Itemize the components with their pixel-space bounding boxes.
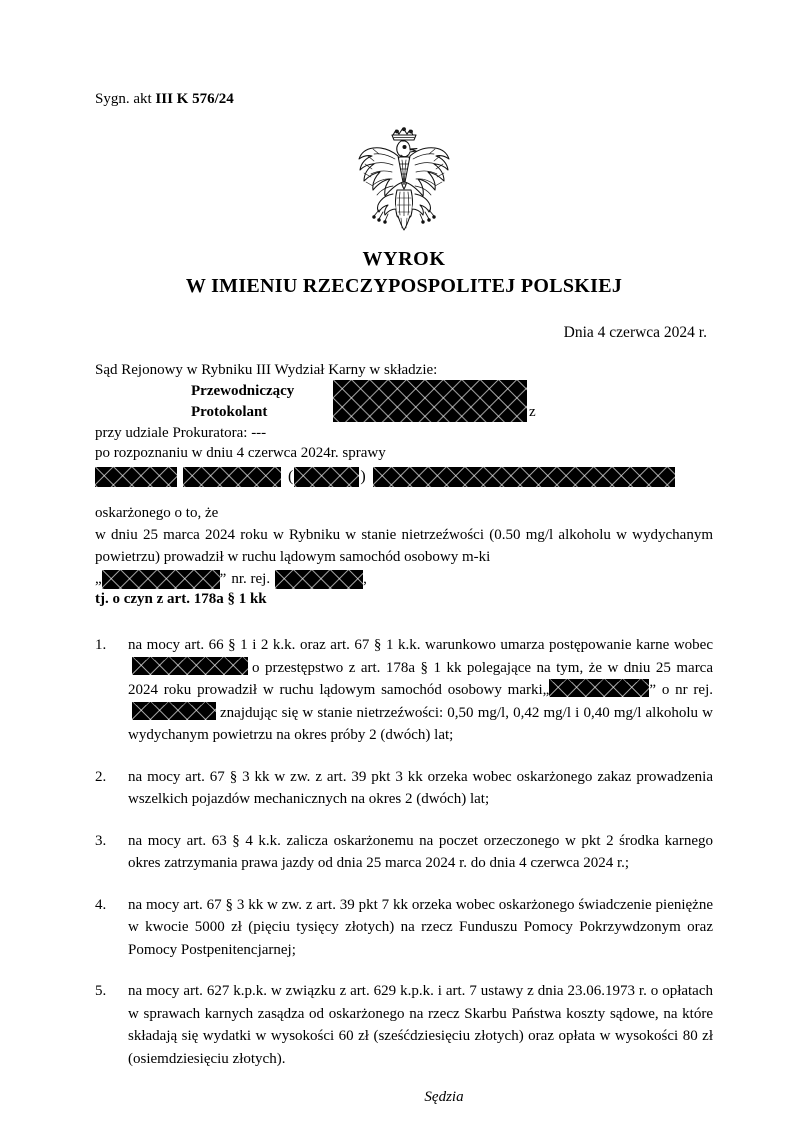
redacted-surname bbox=[95, 467, 177, 487]
case-number-value: III K 576/24 bbox=[155, 91, 234, 107]
accusation-body: w dniu 25 marca 2024 roku w Rybniku w stanie nietrzeźwości (0.50 mg/l alkoholu w wydychanym powietrzu) prowadził w ruchu lądowym samochód osobowy m-ki bbox=[95, 526, 713, 566]
paren-open: ( bbox=[288, 467, 294, 485]
quote-close: ” bbox=[219, 570, 227, 587]
emblem-container bbox=[95, 126, 713, 238]
court-composition-block bbox=[95, 360, 713, 487]
point-text-part2: o przestępstwo z art. 178a § 1 kk polegające na tym, że w dniu 25 marca 2024 roku prowadził w ruchu lądowym samochód osobowy marki bbox=[128, 659, 713, 699]
page-title: WYROK bbox=[362, 247, 446, 270]
document-date: Dnia 4 czerwca 2024 r. bbox=[563, 323, 707, 341]
ruling-point bbox=[95, 980, 713, 1070]
court-roles bbox=[95, 381, 713, 423]
case-number-line bbox=[95, 90, 713, 110]
accusation-intro: oskarżonego o to, że bbox=[95, 504, 219, 521]
hearing-date-line: po rozpoznaniu w dniu 4 czerwca 2024r. sprawy bbox=[95, 445, 386, 462]
redacted-registration bbox=[275, 570, 363, 589]
judge-signature-label: Sędzia bbox=[424, 1089, 464, 1106]
accusation-vehicle-line bbox=[95, 570, 713, 590]
quote-open: „ bbox=[542, 682, 550, 699]
polish-eagle-emblem bbox=[341, 126, 467, 238]
page-subtitle: W IMIENIU RZECZYPOSPOLITEJ POLSKIEJ bbox=[185, 274, 623, 297]
redacted-party-details bbox=[373, 467, 675, 487]
point-text-part1: na mocy art. 66 § 1 i 2 k.k. oraz art. 67 § 1 k.k. warunkowo umarza postępowanie karne wobec bbox=[128, 637, 713, 654]
point-number: 4. bbox=[95, 896, 107, 913]
prosecutor-line: przy udziale Prokuratora: --- bbox=[95, 424, 267, 441]
quote-close: ” bbox=[649, 682, 657, 699]
role-presiding-label: Przewodniczący bbox=[191, 382, 295, 399]
point-number: 1. bbox=[95, 637, 107, 654]
redacted-firstname bbox=[183, 467, 281, 487]
point-number: 3. bbox=[95, 832, 107, 849]
ruling-point bbox=[95, 634, 713, 747]
point-text: na mocy art. 67 § 3 kk w zw. z art. 39 pkt 7 kk orzeka wobec oskarżonego świadczenie pieniężne w kwocie 5000 zł (pięciu tysięcy złotych) na rzecz Funduszu Pomocy Pokrzywdzonym oraz Pomocy Postpenitencjarnej; bbox=[128, 896, 713, 958]
redacted-accused-name bbox=[132, 657, 248, 675]
trailing-comma: , bbox=[363, 570, 367, 587]
redacted-registration bbox=[132, 702, 216, 720]
point-text: na mocy art. 627 k.p.k. w związku z art. 629 k.p.k. i art. 7 ustawy z dnia 23.06.1973 r. o opłatach w sprawach karnych zasądza od oskarżonego na rzecz Skarbu Państwa koszty sądowe, na które składają się wydatki w wysokości 60 zł (sześćdziesięciu złotych) oraz opłata w wysokości 80 zł (osiemdziesięciu złotych). bbox=[128, 983, 713, 1067]
redacted-patronymic bbox=[294, 467, 359, 487]
point-number: 5. bbox=[95, 983, 107, 1000]
ruling-point bbox=[95, 894, 713, 962]
role-trailing-text: z bbox=[529, 403, 536, 420]
ruling-point bbox=[95, 766, 713, 811]
point-text: na mocy art. 67 § 3 kk w zw. z art. 39 pkt 3 kk orzeka wobec oskarżonego zakaz prowadzenia wszelkich pojazdów mechanicznych na okres 2 (dwóch) lat; bbox=[128, 768, 713, 808]
court-name-line: Sąd Rejonowy w Rybniku III Wydział Karny w składzie: bbox=[95, 361, 438, 378]
redacted-vehicle-make bbox=[549, 679, 649, 697]
quote-open: „ bbox=[95, 570, 102, 587]
redacted-vehicle-make bbox=[102, 570, 220, 589]
case-number-label: Sygn. akt bbox=[95, 91, 152, 107]
redacted-party-row bbox=[95, 467, 713, 487]
redacted-names-block bbox=[333, 380, 527, 422]
document-content bbox=[95, 0, 713, 1106]
role-clerk-label: Protokolant bbox=[191, 403, 268, 420]
accusation-legal-basis: tj. o czyn z art. 178a § 1 kk bbox=[95, 591, 267, 608]
ruling-point bbox=[95, 830, 713, 875]
point-text-part3: o nr rej. bbox=[661, 682, 713, 699]
registration-label: nr. rej. bbox=[231, 570, 271, 587]
point-text-part4: znajdując się w stanie nietrzeźwości: 0,50 mg/l, 0,42 mg/l i 0,40 mg/l alkoholu w wydychanym powietrzu na okres próby 2 (dwóch) lat; bbox=[128, 704, 713, 744]
ruling-points-list bbox=[95, 634, 713, 1070]
point-number: 2. bbox=[95, 768, 107, 785]
point-text: na mocy art. 63 § 4 k.k. zalicza oskarżonemu na poczet orzeczonego w pkt 2 środka karnego okres zatrzymania prawa jazdy od dnia 25 marca 2024 r. do dnia 4 czerwca 2024 r.; bbox=[128, 832, 713, 872]
paren-close: ) bbox=[360, 467, 366, 485]
